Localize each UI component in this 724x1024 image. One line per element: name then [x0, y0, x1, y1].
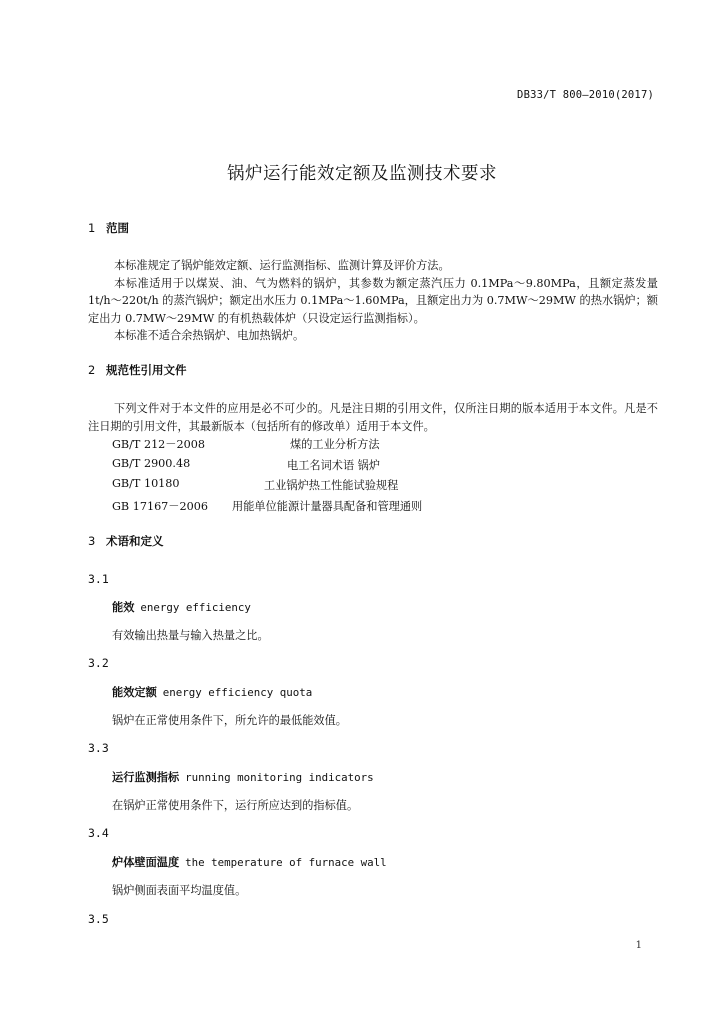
clause-number: 3.1 [88, 572, 109, 586]
references-intro-paragraph: 下列文件对于本文件的应用是必不可少的。凡是注日期的引用文件，仅所注日期的版本适用于本文件。凡是不注日期的引用文件，其最新版本（包括所有的修改单）适用于本文件。 [88, 402, 658, 433]
term-entry [112, 599, 251, 615]
section-number: 1 [88, 221, 96, 235]
section-number: 3 [88, 534, 96, 548]
clause-number: 3.2 [88, 656, 109, 670]
reference-title: 煤的工业分析方法 [290, 438, 380, 451]
reference-code: GB/T 2900.48 [112, 456, 191, 470]
term-chinese: 能效 [112, 601, 135, 614]
clause-number: 3.5 [88, 912, 109, 926]
reference-code: GB 17167－2006 [112, 499, 208, 513]
term-definition: 在锅炉正常使用条件下，运行所应达到的指标值。 [112, 799, 359, 812]
references-intro [88, 400, 658, 435]
standard-code: DB33/T 800—2010(2017) [517, 89, 654, 101]
page-number: 1 [635, 940, 642, 951]
section-title: 范围 [106, 221, 129, 235]
section-title: 术语和定义 [106, 534, 164, 548]
term-english: energy efficiency quota [162, 686, 313, 699]
reference-code: GB/T 10180 [112, 477, 180, 490]
reference-title: 工业锅炉热工性能试验规程 [264, 479, 399, 492]
section-heading-terms [88, 533, 164, 549]
reference-title: 电工名词术语 锅炉 [287, 458, 381, 472]
document-title: 锅炉运行能效定额及监测技术要求 [227, 164, 497, 184]
term-english: energy efficiency [140, 601, 251, 614]
scope-paragraph-1: 本标准规定了锅炉能效定额、运行监测指标、监测计算及评价方法。 [114, 259, 450, 272]
term-definition: 有效输出热量与输入热量之比。 [112, 629, 269, 642]
term-chinese: 能效定额 [112, 686, 157, 699]
term-chinese: 运行监测指标 [112, 771, 180, 784]
section-heading-scope [88, 220, 129, 236]
scope-text [88, 257, 658, 345]
term-definition: 锅炉侧面表面平均温度值。 [112, 884, 247, 897]
clause-number: 3.4 [88, 826, 109, 840]
term-definition: 锅炉在正常使用条件下，所允许的最低能效值。 [112, 714, 347, 727]
term-english: running monitoring indicators [185, 771, 374, 784]
term-entry [112, 854, 387, 870]
reference-title: 用能单位能源计量器具配备和管理通则 [232, 499, 423, 513]
reference-code: GB/T 212－2008 [112, 438, 205, 451]
section-title: 规范性引用文件 [106, 363, 187, 377]
term-chinese: 炉体壁面温度 [112, 856, 180, 869]
section-heading-references [88, 362, 187, 378]
term-english: the temperature of furnace wall [185, 856, 387, 869]
clause-number: 3.3 [88, 741, 109, 755]
scope-paragraph-2: 本标准适用于以煤炭、油、气为燃料的锅炉，其参数为额定蒸汽压力 0.1MPa～9.80MPa，且额定蒸发量 1t/h～220t/h 的蒸汽锅炉；额定出水压力 0.1MPa～1.60MPa，且额定出力为 0.7MW～29MW 的热水锅炉；额定出力 0.7MW～29MW 的有机热载体炉（只设定运行监测指标）。 [88, 276, 658, 325]
section-number: 2 [88, 363, 96, 377]
term-entry [112, 769, 374, 785]
term-entry [112, 684, 312, 700]
scope-paragraph-3: 本标准不适合余热锅炉、电加热锅炉。 [114, 329, 305, 342]
